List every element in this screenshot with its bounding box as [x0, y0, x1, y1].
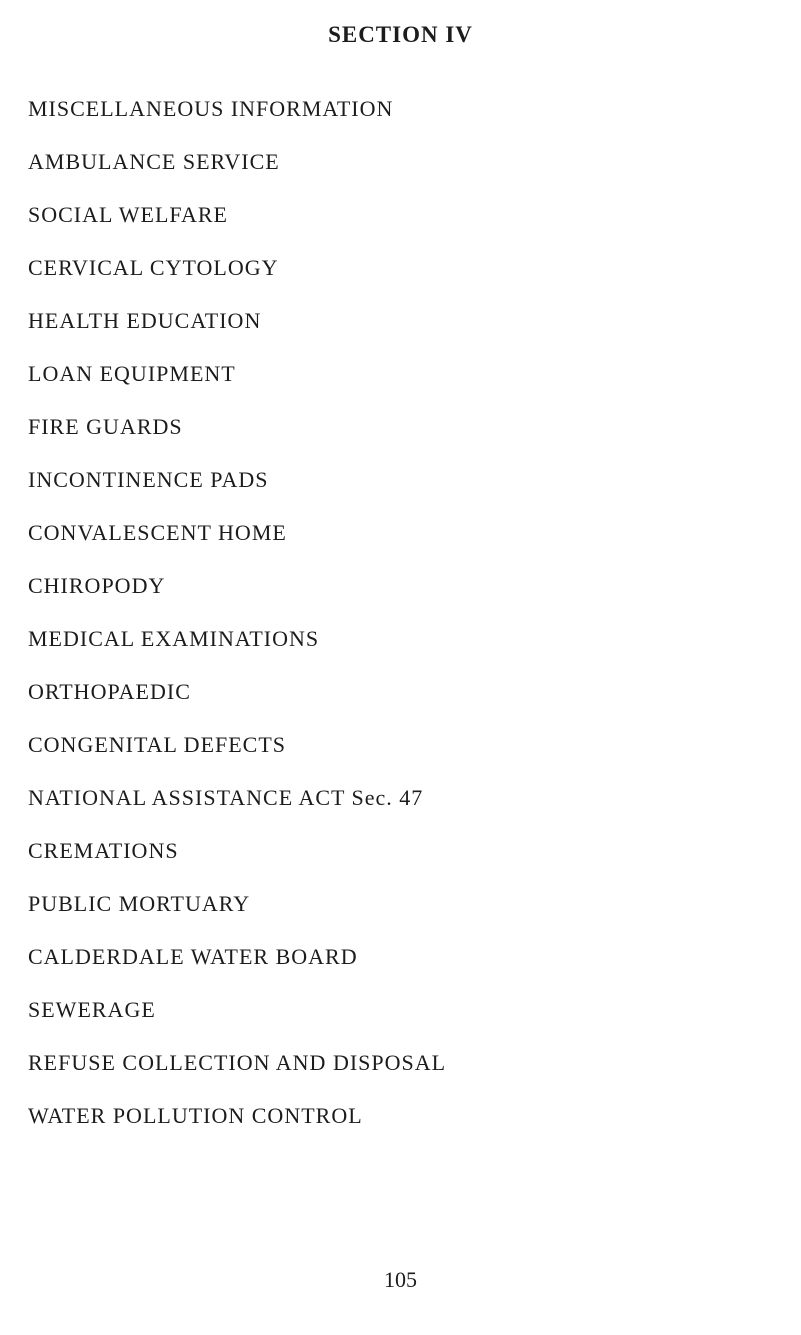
section-title: SECTION IV [328, 22, 473, 47]
contents-item: HEALTH EDUCATION [28, 308, 262, 333]
contents-item: PUBLIC MORTUARY [28, 891, 251, 916]
contents-item: CALDERDALE WATER BOARD [28, 944, 358, 969]
contents-item: REFUSE COLLECTION AND DISPOSAL [28, 1050, 447, 1075]
contents-item: WATER POLLUTION CONTROL [28, 1103, 363, 1128]
page-number: 105 [384, 1267, 417, 1292]
contents-item: SEWERAGE [28, 997, 156, 1022]
contents-list [28, 92, 446, 1152]
contents-item: LOAN EQUIPMENT [28, 361, 236, 386]
contents-item: CONVALESCENT HOME [28, 520, 287, 545]
contents-item: NATIONAL ASSISTANCE ACT Sec. 47 [28, 785, 424, 810]
contents-item: INCONTINENCE PADS [28, 467, 269, 492]
contents-item: CONGENITAL DEFECTS [28, 732, 287, 757]
contents-item: MISCELLANEOUS INFORMATION [28, 96, 394, 121]
contents-item: CERVICAL CYTOLOGY [28, 255, 279, 280]
contents-item: SOCIAL WELFARE [28, 202, 228, 227]
contents-item: AMBULANCE SERVICE [28, 149, 280, 174]
contents-item: FIRE GUARDS [28, 414, 183, 439]
contents-item: MEDICAL EXAMINATIONS [28, 626, 320, 651]
contents-item: CREMATIONS [28, 838, 179, 863]
contents-item: ORTHOPAEDIC [28, 679, 191, 704]
contents-item: CHIROPODY [28, 573, 166, 598]
